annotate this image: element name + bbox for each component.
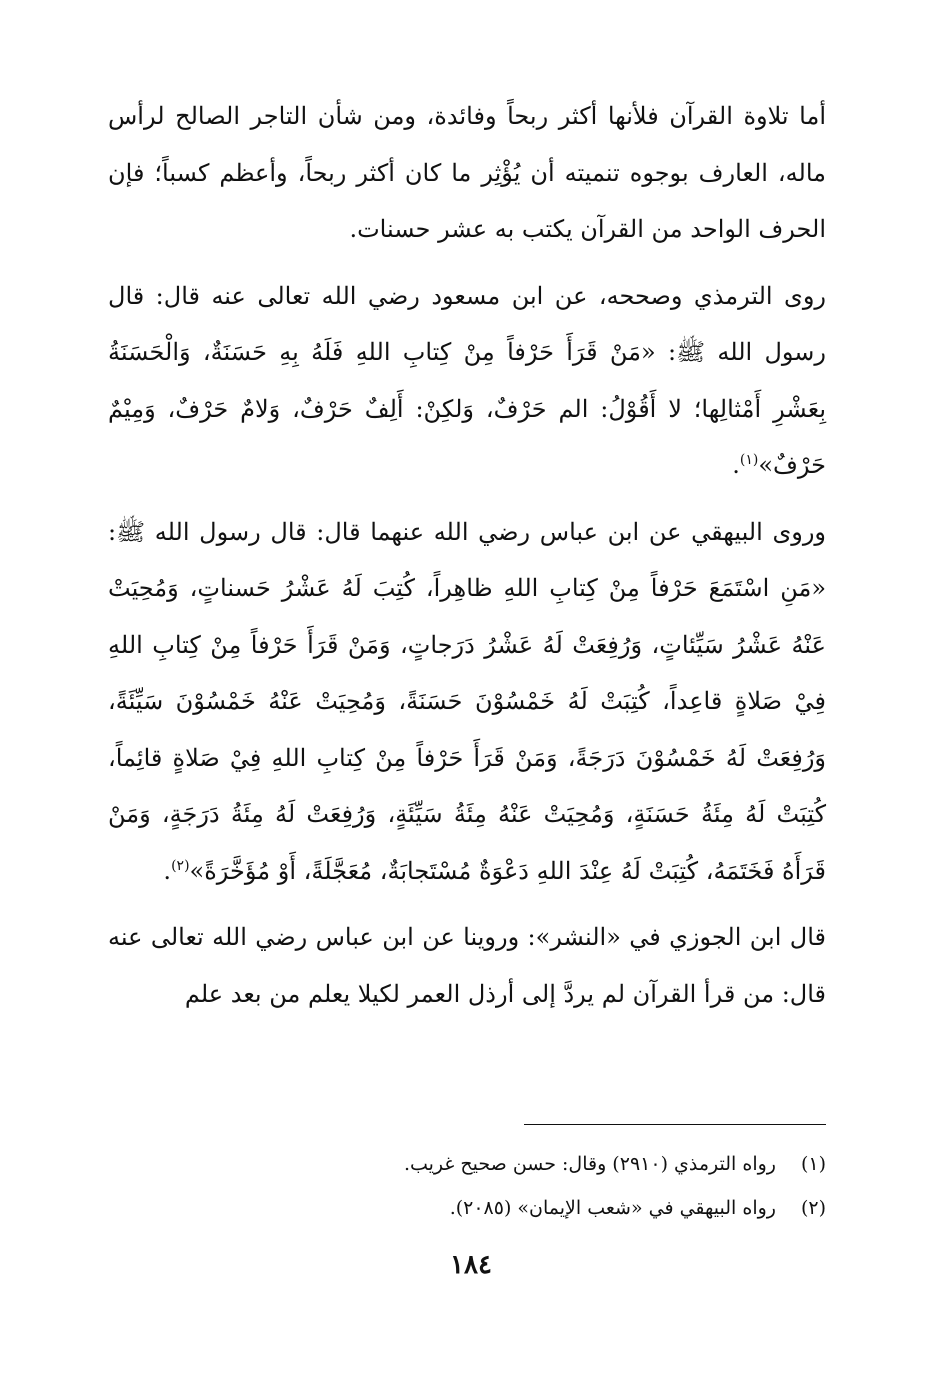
footnotes (300, 1142, 826, 1230)
footnote-1 (300, 1142, 826, 1186)
footnote-text: رواه الترمذي (٢٩١٠) وقال: حسن صحيح غريب. (403, 1153, 776, 1175)
footnote-text: رواه البيهقي في «شعب الإيمان» (٢٠٨٥). (449, 1197, 776, 1219)
paragraph-3-text: وروى البيهقي عن ابن عباس رضي الله عنهما قال: قال رسول الله ﷺ: «مَنِ اسْتَمَعَ حَرْفاً مِنْ كِتابِ اللهِ ظاهِراً، كُتِبَ لَهُ عَشْرُ حَسناتٍ، وَمُحِيَتْ عَنْهُ عَشْرُ سَيِّئاتٍ، وَرُفِعَتْ لَهُ عَشْرُ دَرَجاتٍ، وَمَنْ قَرَأَ حَرْفاً مِنْ كِتابِ اللهِ فِيْ صَلاةٍ قاعِداً، كُتِبَتْ لَهُ خَمْسُوْنَ حَسَنَةً، وَمُحِيَتْ عَنْهُ خَمْسُوْنَ سَيِّئَةً، وَرُفِعَتْ لَهُ خَمْسُوْنَ دَرَجَةً، وَمَنْ قَرَأَ حَرْفاً مِنْ كِتابِ اللهِ فِيْ صَلاةٍ قائِماً، كُتِبَتْ لَهُ مِئَةُ حَسَنَةٍ، وَمُحِيَتْ عَنْهُ مِئَةُ سَيِّئَةٍ، وَرُفِعَتْ لَهُ مِئَةُ دَرَجَةٍ، وَمَنْ قَرَأَهُ فَخَتَمَهُ، كُتِبَتْ لَهُ عِنْدَ اللهِ دَعْوَةٌ مُسْتَجابَةٌ، مُعَجَّلَةً، أَوْ مُؤَخَّرَةً» (108, 517, 826, 885)
period: . (732, 451, 740, 479)
paragraph-1-text: أما تلاوة القرآن فلأنها أكثر ربحاً وفائدة، ومن شأن التاجر الصالح لرأس ماله، العارف بوجوه تنميته أن يُؤْثِر ما كان أكثر ربحاً، وأعظم كسباً؛ فإن الحرف الواحد من القرآن يكتب به عشر حسنات. (108, 102, 826, 243)
paragraph-3 (108, 504, 826, 900)
footnote-divider (524, 1124, 826, 1125)
footnote-ref-1: (١) (739, 452, 759, 468)
paragraph-2-text: روى الترمذي وصححه، عن ابن مسعود رضي الله تعالى عنه قال: قال رسول الله ﷺ: «مَنْ قَرَأَ حَرْفاً مِنْ كِتابِ اللهِ فَلَهُ بِهِ حَسَنَةٌ، وَالْحَسَنَةُ بِعَشْرِ أَمْثالِها؛ لا أَقُوْلُ: الم حَرْفٌ، وَلكِنْ: أَلِفٌ حَرْفٌ، وَلامٌ حَرْفٌ، وَمِيْمٌ حَرْفٌ» (108, 281, 826, 479)
paragraph-4-text: قال ابن الجوزي في «النشر»: وروينا عن ابن عباس رضي الله تعالى عنه قال: من قرأ القرآن لم يردَّ إلى أرذل العمر لكيلا يعلم من بعد علم (108, 923, 826, 1008)
paragraph-4 (108, 909, 826, 1022)
paragraph-2 (108, 268, 826, 494)
footnote-2 (300, 1186, 826, 1230)
paragraph-1 (108, 88, 826, 258)
footnote-ref-2: (٢) (171, 857, 190, 874)
period: . (163, 856, 172, 885)
footnote-number: (١) (800, 1153, 826, 1175)
page-number: ١٨٤ (450, 1250, 492, 1280)
main-text (108, 88, 826, 1032)
footnote-number: (٢) (800, 1197, 826, 1219)
